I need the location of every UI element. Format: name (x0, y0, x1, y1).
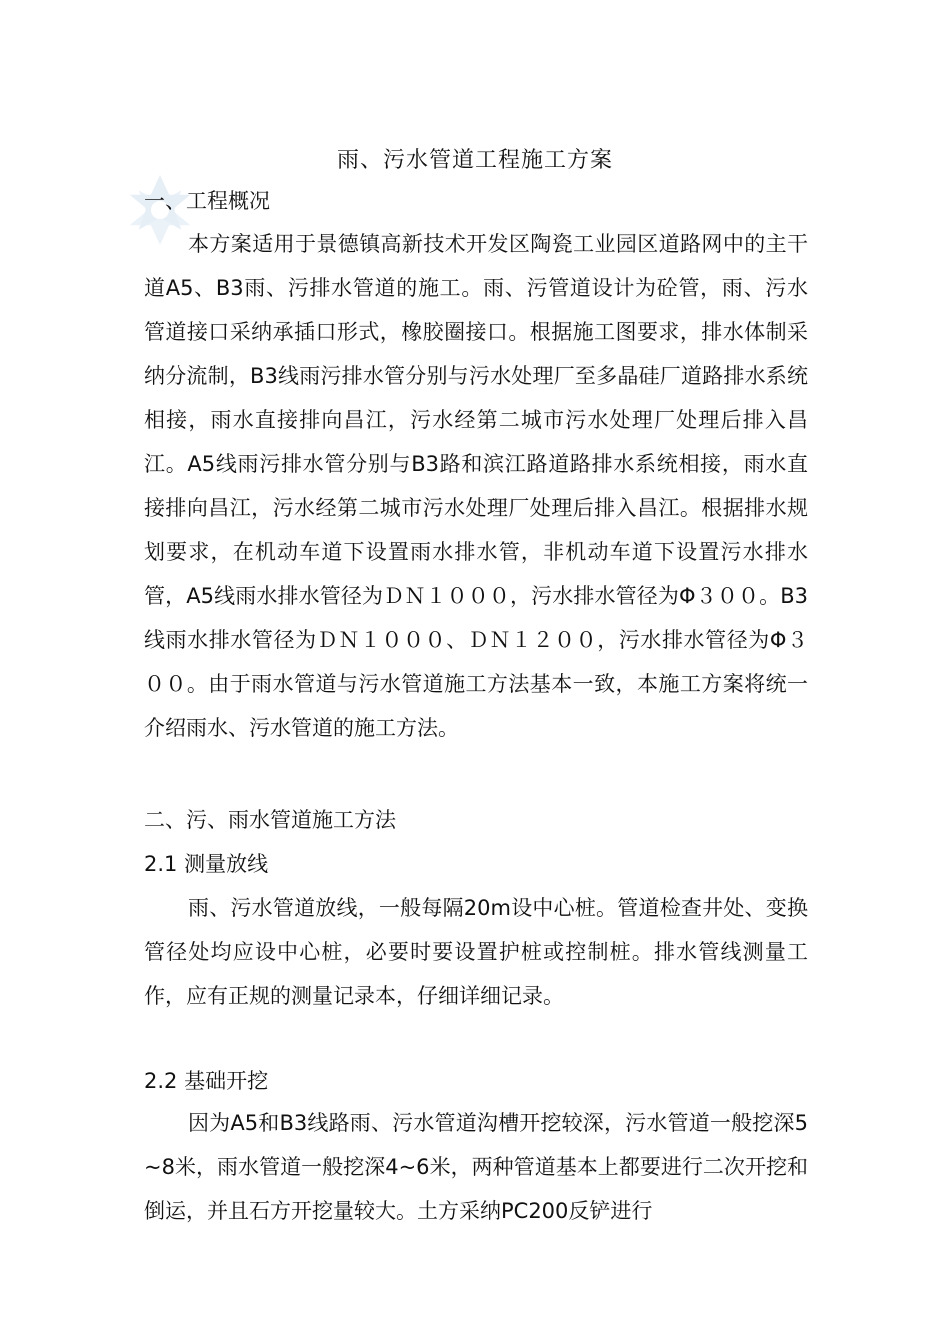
section2-heading: 二、污、雨水管道施工方法 (144, 808, 396, 832)
document-title: 雨、污水管道工程施工方案 (336, 148, 613, 173)
sub21-body: 雨、污水管道放线，一般每隔20m设中心桩。管道检查井处、变换管径处均应设中心桩，必要时要设置护桩或控制桩。排水管线测量工作，应有正规的测量记录本，仔细详细记录。 (144, 896, 808, 1008)
sub22-heading: 2.2 基础开挖 (144, 1069, 269, 1093)
section1-heading: 一、工程概况 (144, 189, 270, 213)
section1-body: 本方案适用于景德镇高新技术开发区陶瓷工业园区道路网中的主干道A5、B3雨、污排水管道的施工。雨、污管道设计为砼管，雨、污水管道接口采纳承插口形式，橡胶圈接口。根据施工图要求，排水体制采纳分流制，B3线雨污排水管分别与污水处理厂至多晶硅厂道路排水系统相接，雨水直接排向昌江，污水经第二城市污水处理厂处理后排入昌江。A5线雨污排水管分别与B3路和滨江路道路排水系统相接，雨水直接排向昌江，污水经第二城市污水处理厂处理后排入昌江。根据排水规划要求，在机动车道下设置雨水排水管，非机动车道下设置污水排水管，A5线雨水排水管径为ＤＮ１０００，污水排水管径为Φ３００。B3线雨水排水管径为ＤＮ１０００、ＤＮ１２００，污水排水管径为Φ３００。由于雨水管道与污水管道施工方法基本一致，本施工方案将统一介绍雨水、污水管道的施工方法。 (144, 232, 808, 740)
sub21-heading: 2.1 测量放线 (144, 852, 269, 876)
sub22-body: 因为A5和B3线路雨、污水管道沟槽开挖较深，污水管道一般挖深5~8米，雨水管道一般挖深4~6米，两种管道基本上都要进行二次开挖和倒运，并且石方开挖量较大。土方采纳PC200反铲进行 (144, 1111, 808, 1223)
